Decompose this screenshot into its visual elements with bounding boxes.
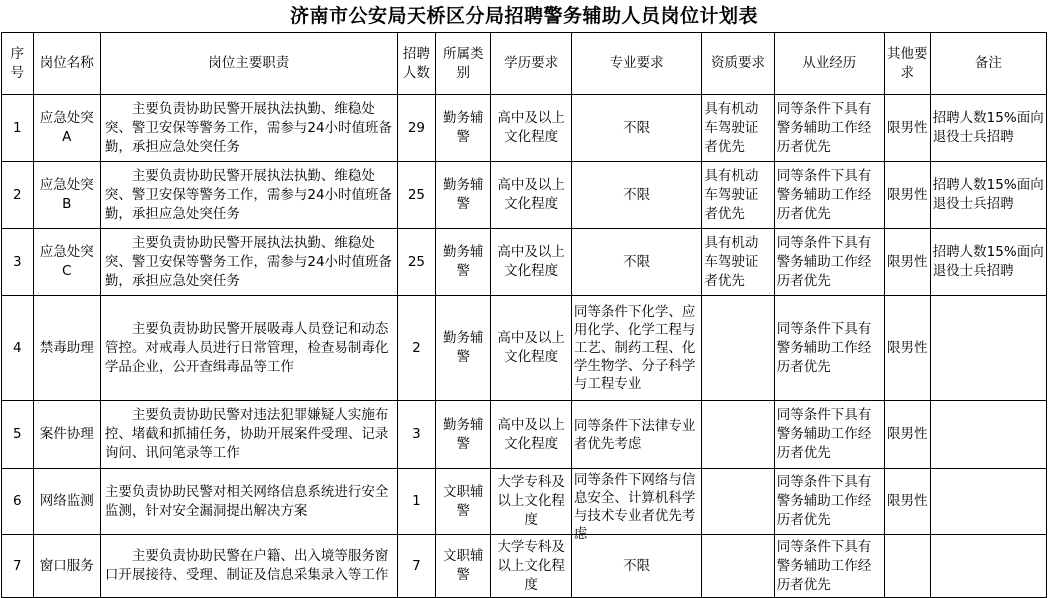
cell-other: 限男性 bbox=[884, 162, 930, 229]
cell-major bbox=[571, 469, 701, 542]
cell-major: 不限 bbox=[571, 95, 701, 162]
cell-experience: 同等条件下具有警务辅助工作经历者优先 bbox=[774, 95, 884, 162]
cell-count: 2 bbox=[397, 296, 436, 401]
cell-position: 应急处突C bbox=[33, 229, 100, 296]
cell-category: 勤务辅警 bbox=[436, 296, 491, 401]
header-category: 所属类别 bbox=[436, 33, 491, 95]
cell-remark bbox=[930, 469, 1046, 535]
cell-seq: 4 bbox=[2, 296, 34, 401]
cell-position: 窗口服务 bbox=[33, 535, 100, 598]
cell-category: 文职辅警 bbox=[436, 535, 491, 598]
cell-experience: 同等条件下具有警务辅助工作经历者优先 bbox=[774, 469, 884, 535]
cell-seq: 3 bbox=[2, 229, 34, 296]
cell-other: 限男性 bbox=[884, 229, 930, 296]
cell-qualification bbox=[702, 469, 774, 535]
cell-major: 不限 bbox=[571, 162, 701, 229]
table-row bbox=[2, 162, 1047, 229]
cell-category: 勤务辅警 bbox=[436, 229, 491, 296]
major-text: 同等条件下网络与信息安全、计算机科学与技术专业者优先考虑 bbox=[573, 471, 696, 542]
cell-count: 25 bbox=[397, 229, 436, 296]
cell-position: 网络监测 bbox=[33, 469, 100, 535]
cell-seq: 6 bbox=[2, 469, 34, 535]
cell-remark: 招聘人数15%面向退役士兵招聘 bbox=[930, 162, 1046, 229]
cell-remark bbox=[930, 401, 1046, 469]
cell-seq: 2 bbox=[2, 162, 34, 229]
cell-qualification bbox=[702, 401, 774, 469]
table-row bbox=[2, 535, 1047, 598]
header-remark: 备注 bbox=[930, 33, 1046, 95]
header-education: 学历要求 bbox=[491, 33, 572, 95]
cell-count: 25 bbox=[397, 162, 436, 229]
cell-remark bbox=[930, 296, 1046, 401]
cell-remark: 招聘人数15%面向退役士兵招聘 bbox=[930, 229, 1046, 296]
cell-seq: 1 bbox=[2, 95, 34, 162]
table-row bbox=[2, 95, 1047, 162]
major-text: 同等条件下化学、应用化学、化学工程与工艺、制药工程、化学生物学、分子科学与工程专业 bbox=[573, 304, 696, 392]
cell-category: 勤务辅警 bbox=[436, 95, 491, 162]
cell-count: 7 bbox=[397, 535, 436, 598]
cell-duties: 主要负责协助民警开展执法执勤、维稳处突、警卫安保等警务工作，需参与24小时值班备勤，承担应急处突任务 bbox=[100, 95, 397, 162]
cell-education: 高中及以上文化程度 bbox=[491, 229, 572, 296]
header-other: 其他要求 bbox=[884, 33, 930, 95]
cell-education: 高中及以上文化程度 bbox=[491, 296, 572, 401]
cell-qualification bbox=[702, 296, 774, 401]
cell-qualification bbox=[702, 535, 774, 598]
cell-other bbox=[884, 535, 930, 598]
cell-experience: 同等条件下具有警务辅助工作经历者优先 bbox=[774, 296, 884, 401]
cell-category: 勤务辅警 bbox=[436, 162, 491, 229]
cell-major bbox=[571, 401, 701, 469]
position-plan-table bbox=[1, 32, 1047, 598]
cell-other: 限男性 bbox=[884, 401, 930, 469]
cell-duties: 主要负责协助民警在户籍、出入境等服务窗口开展接待、受理、制证及信息采集录入等工作 bbox=[100, 535, 397, 598]
cell-category: 文职辅警 bbox=[436, 469, 491, 535]
cell-position: 案件协理 bbox=[33, 401, 100, 469]
cell-qualification: 具有机动车驾驶证者优先 bbox=[702, 162, 774, 229]
cell-education: 大学专科及以上文化程度 bbox=[491, 469, 572, 535]
cell-seq: 7 bbox=[2, 535, 34, 598]
cell-experience: 同等条件下具有警务辅助工作经历者优先 bbox=[774, 162, 884, 229]
cell-qualification: 具有机动车驾驶证者优先 bbox=[702, 95, 774, 162]
table-row bbox=[2, 469, 1047, 535]
cell-major bbox=[571, 296, 701, 401]
table-header-row bbox=[2, 33, 1047, 95]
cell-position: 应急处突A bbox=[33, 95, 100, 162]
cell-remark bbox=[930, 535, 1046, 598]
cell-duties: 主要负责协助民警对违法犯罪嫌疑人实施布控、堵截和抓捕任务，协助开展案件受理、记录询问、讯问笔录等工作 bbox=[100, 401, 397, 469]
header-major: 专业要求 bbox=[571, 33, 701, 95]
cell-education: 高中及以上文化程度 bbox=[491, 401, 572, 469]
header-duties: 岗位主要职责 bbox=[100, 33, 397, 95]
header-qualification: 资质要求 bbox=[702, 33, 774, 95]
table-row bbox=[2, 296, 1047, 401]
cell-experience: 同等条件下具有警务辅助工作经历者优先 bbox=[774, 535, 884, 598]
page-title: 济南市公安局天桥区分局招聘警务辅助人员岗位计划表 bbox=[289, 5, 758, 27]
header-experience: 从业经历 bbox=[774, 33, 884, 95]
cell-education: 大学专科及以上文化程度 bbox=[491, 535, 572, 598]
cell-position: 应急处突B bbox=[33, 162, 100, 229]
cell-duties: 主要负责协助民警对相关网络信息系统进行安全监测，针对安全漏洞提出解决方案 bbox=[100, 469, 397, 535]
cell-count: 1 bbox=[397, 469, 436, 535]
cell-duties: 主要负责协助民警开展执法执勤、维稳处突、警卫安保等警务工作，需参与24小时值班备勤，承担应急处突任务 bbox=[100, 229, 397, 296]
cell-qualification: 具有机动车驾驶证者优先 bbox=[702, 229, 774, 296]
cell-experience: 同等条件下具有警务辅助工作经历者优先 bbox=[774, 229, 884, 296]
cell-duties: 主要负责协助民警开展执法执勤、维稳处突、警卫安保等警务工作，需参与24小时值班备勤，承担应急处突任务 bbox=[100, 162, 397, 229]
cell-education: 高中及以上文化程度 bbox=[491, 162, 572, 229]
header-seq: 序号 bbox=[2, 33, 34, 95]
cell-seq: 5 bbox=[2, 401, 34, 469]
cell-experience: 同等条件下具有警务辅助工作经历者优先 bbox=[774, 401, 884, 469]
major-text: 同等条件下法律专业者优先考虑 bbox=[573, 417, 696, 452]
cell-major: 不限 bbox=[571, 229, 701, 296]
cell-count: 29 bbox=[397, 95, 436, 162]
cell-major: 不限 bbox=[571, 535, 701, 598]
cell-other: 限男性 bbox=[884, 95, 930, 162]
cell-category: 勤务辅警 bbox=[436, 401, 491, 469]
table-row bbox=[2, 401, 1047, 469]
cell-duties: 主要负责协助民警开展吸毒人员登记和动态管控。对戒毒人员进行日常管理，检查易制毒化学品企业，公开查缉毒品等工作 bbox=[100, 296, 397, 401]
cell-remark: 招聘人数15%面向退役士兵招聘 bbox=[930, 95, 1046, 162]
header-position: 岗位名称 bbox=[33, 33, 100, 95]
header-count: 招聘人数 bbox=[397, 33, 436, 95]
cell-other: 限男性 bbox=[884, 296, 930, 401]
cell-other: 限男性 bbox=[884, 469, 930, 535]
cell-education: 高中及以上文化程度 bbox=[491, 95, 572, 162]
table-row bbox=[2, 229, 1047, 296]
cell-count: 3 bbox=[397, 401, 436, 469]
cell-position: 禁毒助理 bbox=[33, 296, 100, 401]
